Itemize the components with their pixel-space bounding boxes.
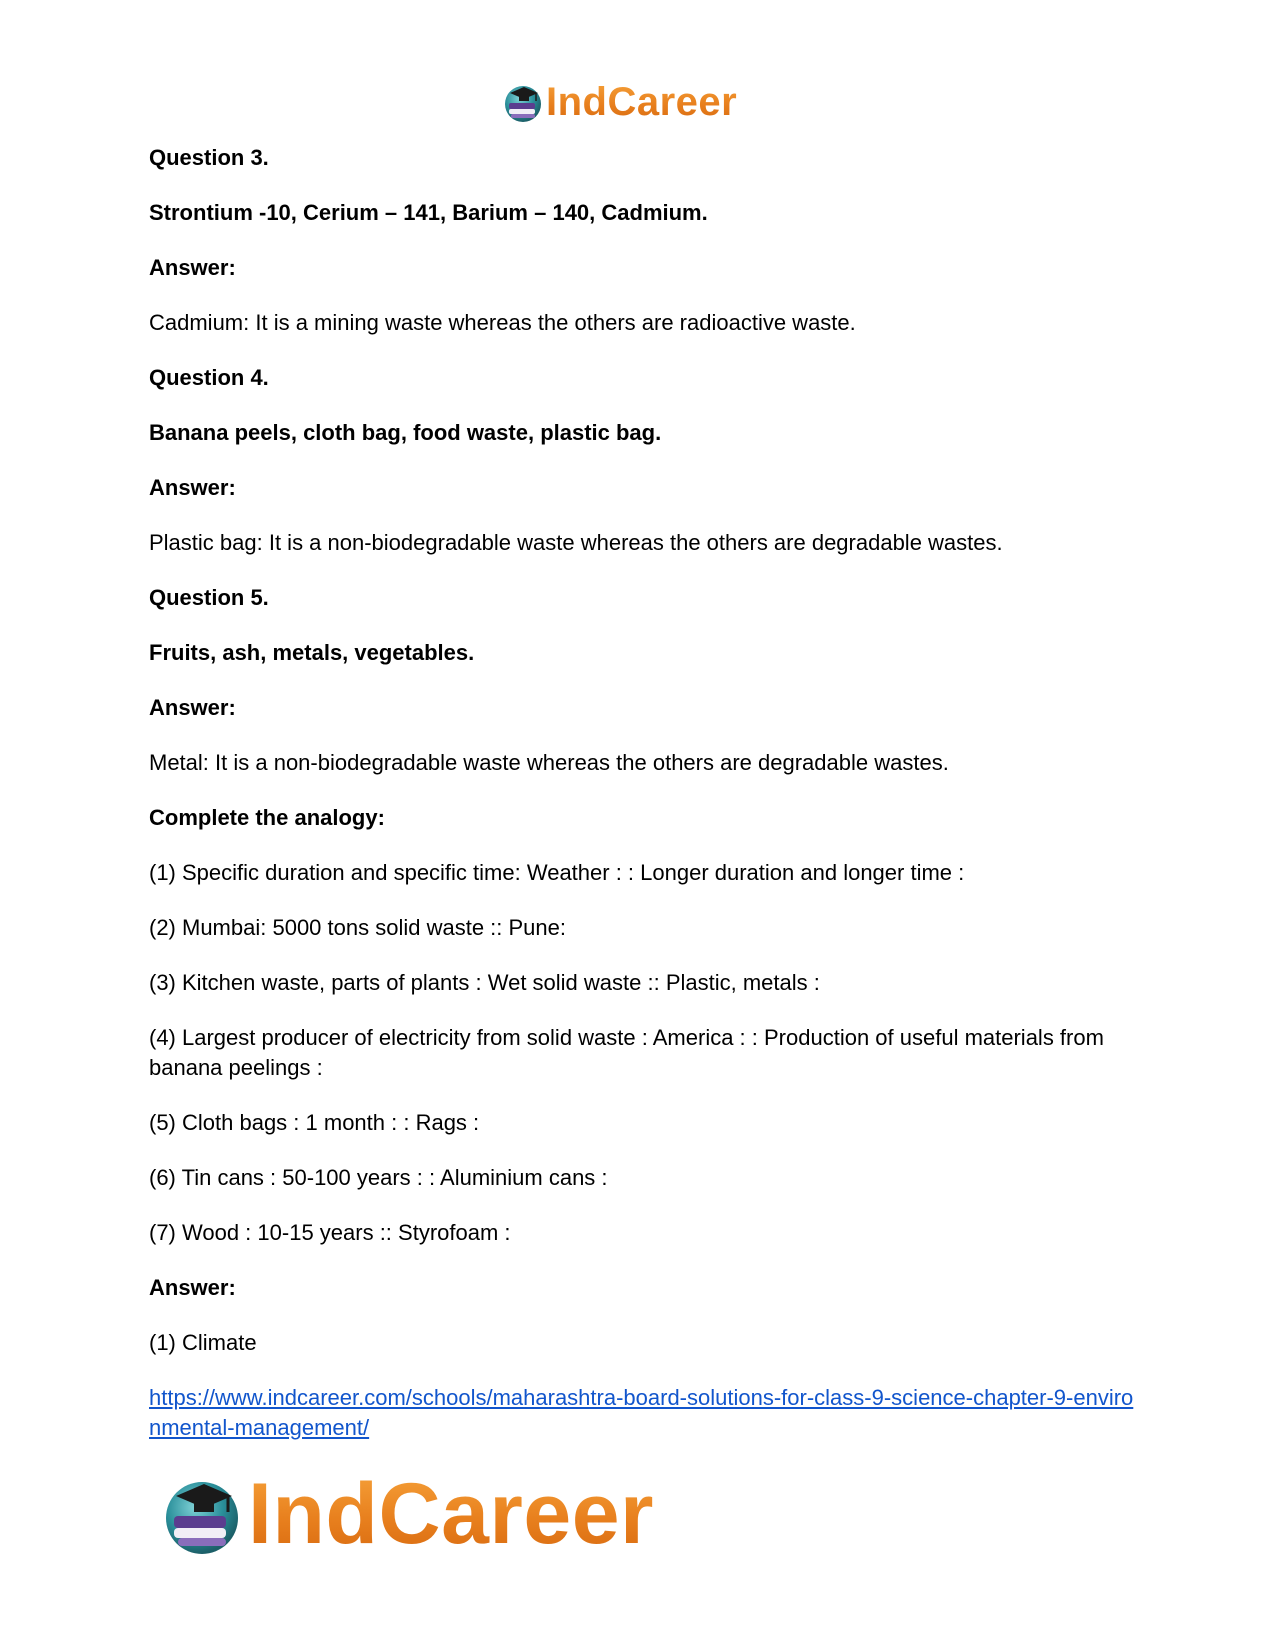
- answer-text: Cadmium: It is a mining waste whereas the others are radioactive waste.: [149, 310, 856, 335]
- answer-heading: Answer:: [149, 1275, 236, 1300]
- section-heading: Complete the analogy:: [149, 805, 385, 830]
- logo-wordmark: IndCareer: [248, 1466, 654, 1562]
- answer-heading: Answer:: [149, 695, 236, 720]
- analogy-item: (4) Largest producer of electricity from solid waste : America : : Production of useful materials from banana peelings :: [149, 1025, 1104, 1080]
- answer-text: Plastic bag: It is a non-biodegradable waste whereas the others are degradable wastes.: [149, 530, 1003, 555]
- question-text: Fruits, ash, metals, vegetables.: [149, 640, 475, 665]
- answer-heading: Answer:: [149, 475, 236, 500]
- document-body: [149, 143, 1139, 1443]
- question-heading: Question 5.: [149, 585, 269, 610]
- header-logo: [502, 80, 737, 124]
- graduation-book-globe-icon: [502, 81, 544, 123]
- question-text: Banana peels, cloth bag, food waste, plastic bag.: [149, 420, 662, 445]
- source-link[interactable]: https://www.indcareer.com/schools/maharashtra-board-solutions-for-class-9-science-chapter-9-environmental-management/: [149, 1385, 1134, 1440]
- analogy-item: (7) Wood : 10-15 years :: Styrofoam :: [149, 1220, 511, 1245]
- question-heading: Question 4.: [149, 365, 269, 390]
- analogy-item: (2) Mumbai: 5000 tons solid waste :: Pune:: [149, 915, 566, 940]
- question-heading: Question 3.: [149, 145, 269, 170]
- analogy-item: (5) Cloth bags : 1 month : : Rags :: [149, 1110, 480, 1135]
- answer-heading: Answer:: [149, 255, 236, 280]
- graduation-book-globe-icon: [160, 1472, 244, 1556]
- analogy-item: (3) Kitchen waste, parts of plants : Wet solid waste :: Plastic, metals :: [149, 970, 820, 995]
- footer-logo: [160, 1468, 654, 1560]
- answer-text: Metal: It is a non-biodegradable waste whereas the others are degradable wastes.: [149, 750, 949, 775]
- analogy-item: (6) Tin cans : 50-100 years : : Aluminium cans :: [149, 1165, 608, 1190]
- analogy-item: (1) Specific duration and specific time: Weather : : Longer duration and longer time :: [149, 860, 965, 885]
- question-text: Strontium -10, Cerium – 141, Barium – 140, Cadmium.: [149, 200, 708, 225]
- logo-wordmark: IndCareer: [546, 80, 738, 124]
- answer-text: (1) Climate: [149, 1330, 257, 1355]
